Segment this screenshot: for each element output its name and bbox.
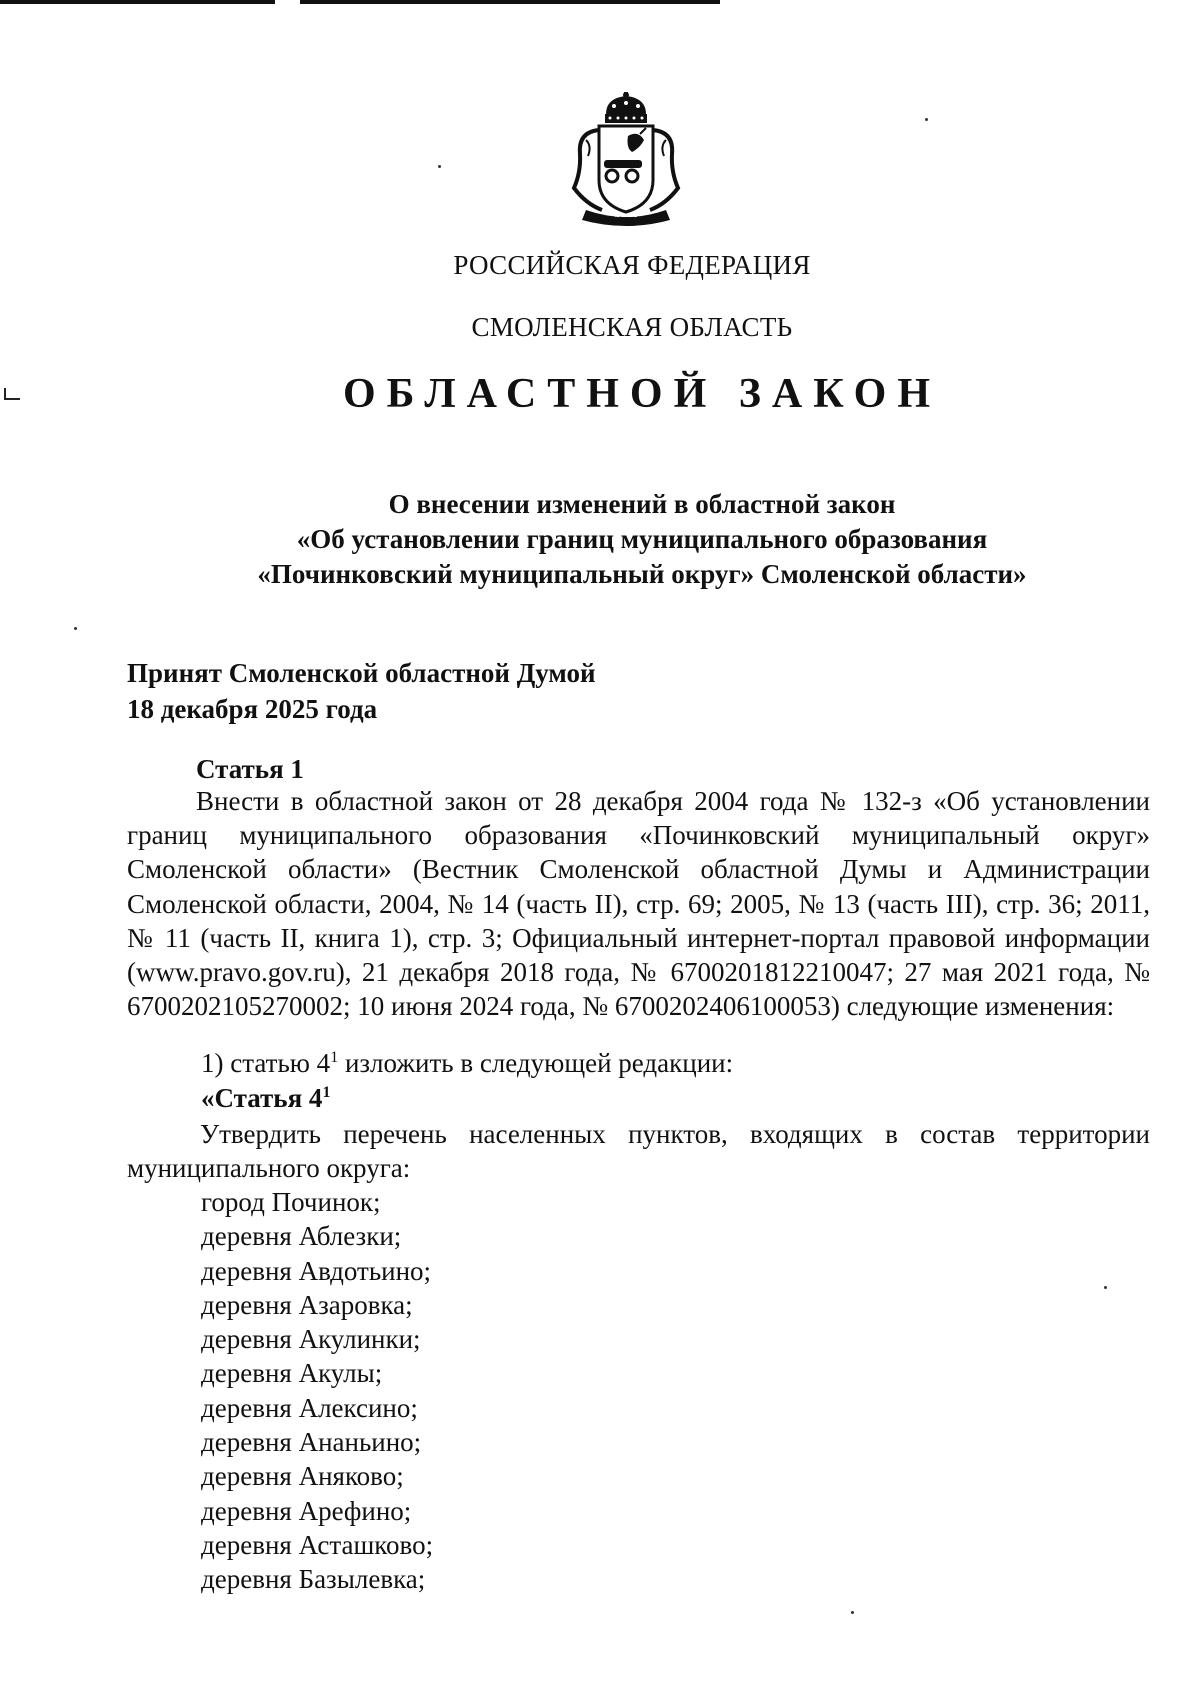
list-item: деревня Авдотьино;	[201, 1255, 432, 1286]
region-heading: СМОЛЕНСКАЯ ОБЛАСТЬ	[471, 312, 793, 342]
scan-speck	[438, 165, 441, 168]
amendment-text: изложить в следующей редакции:	[338, 1048, 734, 1078]
law-title	[42, 487, 1200, 592]
country-heading: РОССИЙСКАЯ ФЕДЕРАЦИЯ	[453, 250, 811, 280]
list-item: город Починок;	[201, 1187, 381, 1217]
approve-text: Утвердить перечень населенных пунктов, входящих в состав территории муниципального округа:	[127, 1119, 1150, 1183]
approve-paragraph	[127, 1117, 1150, 1185]
article-paragraph: Внести в областной закон от 28 декабря 2004 года № 132-з «Об установлении границ муниципального образования «Починковский муниципальный округ» Смоленской области» (Вестник Смоленской областной Думы и Администрации Смоленской области, 2004, № 14 (часть II), стр. 69; 2005, № 13 (часть III), стр. 36; 2011, № 11 (часть II, книга 1), стр. 3; Официальный интернет-портал правовой информации (www.pravo.gov.ru), 21 декабря 2018 года, № 6700201812210047; 27 мая 2021 года, № 6700202105270002; 10 июня 2024 года, № 6700202406100053) следующие изменения:	[127, 786, 1150, 1022]
amendment-text: 1) статью 4	[201, 1048, 331, 1078]
law-title-line: О внесении изменений в областной закон	[388, 489, 896, 519]
article-body	[127, 784, 1150, 1023]
scan-speck	[1104, 1286, 1107, 1289]
list-item: деревня Базылевка;	[201, 1564, 426, 1595]
adoption-body: Принят Смоленской областной Думой	[127, 658, 596, 688]
list-item: деревня Ананьино;	[201, 1427, 422, 1458]
svg-text:~~~~: ~~~~	[614, 213, 638, 221]
margin-mark	[4, 388, 20, 400]
superscript: 1	[322, 1084, 331, 1101]
list-item: деревня Алексино;	[201, 1392, 418, 1423]
scan-edge-line	[300, 0, 720, 4]
list-item: деревня Аняково;	[201, 1461, 404, 1492]
article-heading: Статья 1	[196, 754, 304, 784]
scan-edge-line	[0, 0, 275, 4]
adoption-date: 18 декабря 2025 года	[127, 694, 378, 724]
settlement-list	[201, 1185, 433, 1597]
smolensk-coat-of-arms-icon	[566, 92, 686, 230]
scan-speck	[851, 1611, 854, 1614]
list-item: деревня Арефино;	[201, 1495, 412, 1526]
amendment-item	[201, 1048, 733, 1079]
adoption-note	[127, 655, 596, 727]
list-item: деревня Акулинки;	[201, 1324, 421, 1355]
scan-speck	[74, 627, 77, 630]
law-title-line: «Об установлении границ муниципального образования	[296, 524, 988, 554]
law-title-line: «Починковский муниципальный округ» Смоленской области»	[257, 559, 1027, 589]
list-item: деревня Азаровка;	[201, 1289, 413, 1320]
new-article-heading	[201, 1083, 330, 1114]
superscript: 1	[330, 1049, 339, 1066]
list-item: деревня Акулы;	[201, 1358, 383, 1389]
new-article-label: «Статья 4	[201, 1083, 323, 1113]
scan-speck	[925, 118, 928, 121]
list-item: деревня Аблезки;	[201, 1221, 402, 1252]
list-item: деревня Асташково;	[201, 1529, 434, 1560]
law-type-heading: ОБЛАСТНОЙ ЗАКОН	[342, 371, 942, 417]
